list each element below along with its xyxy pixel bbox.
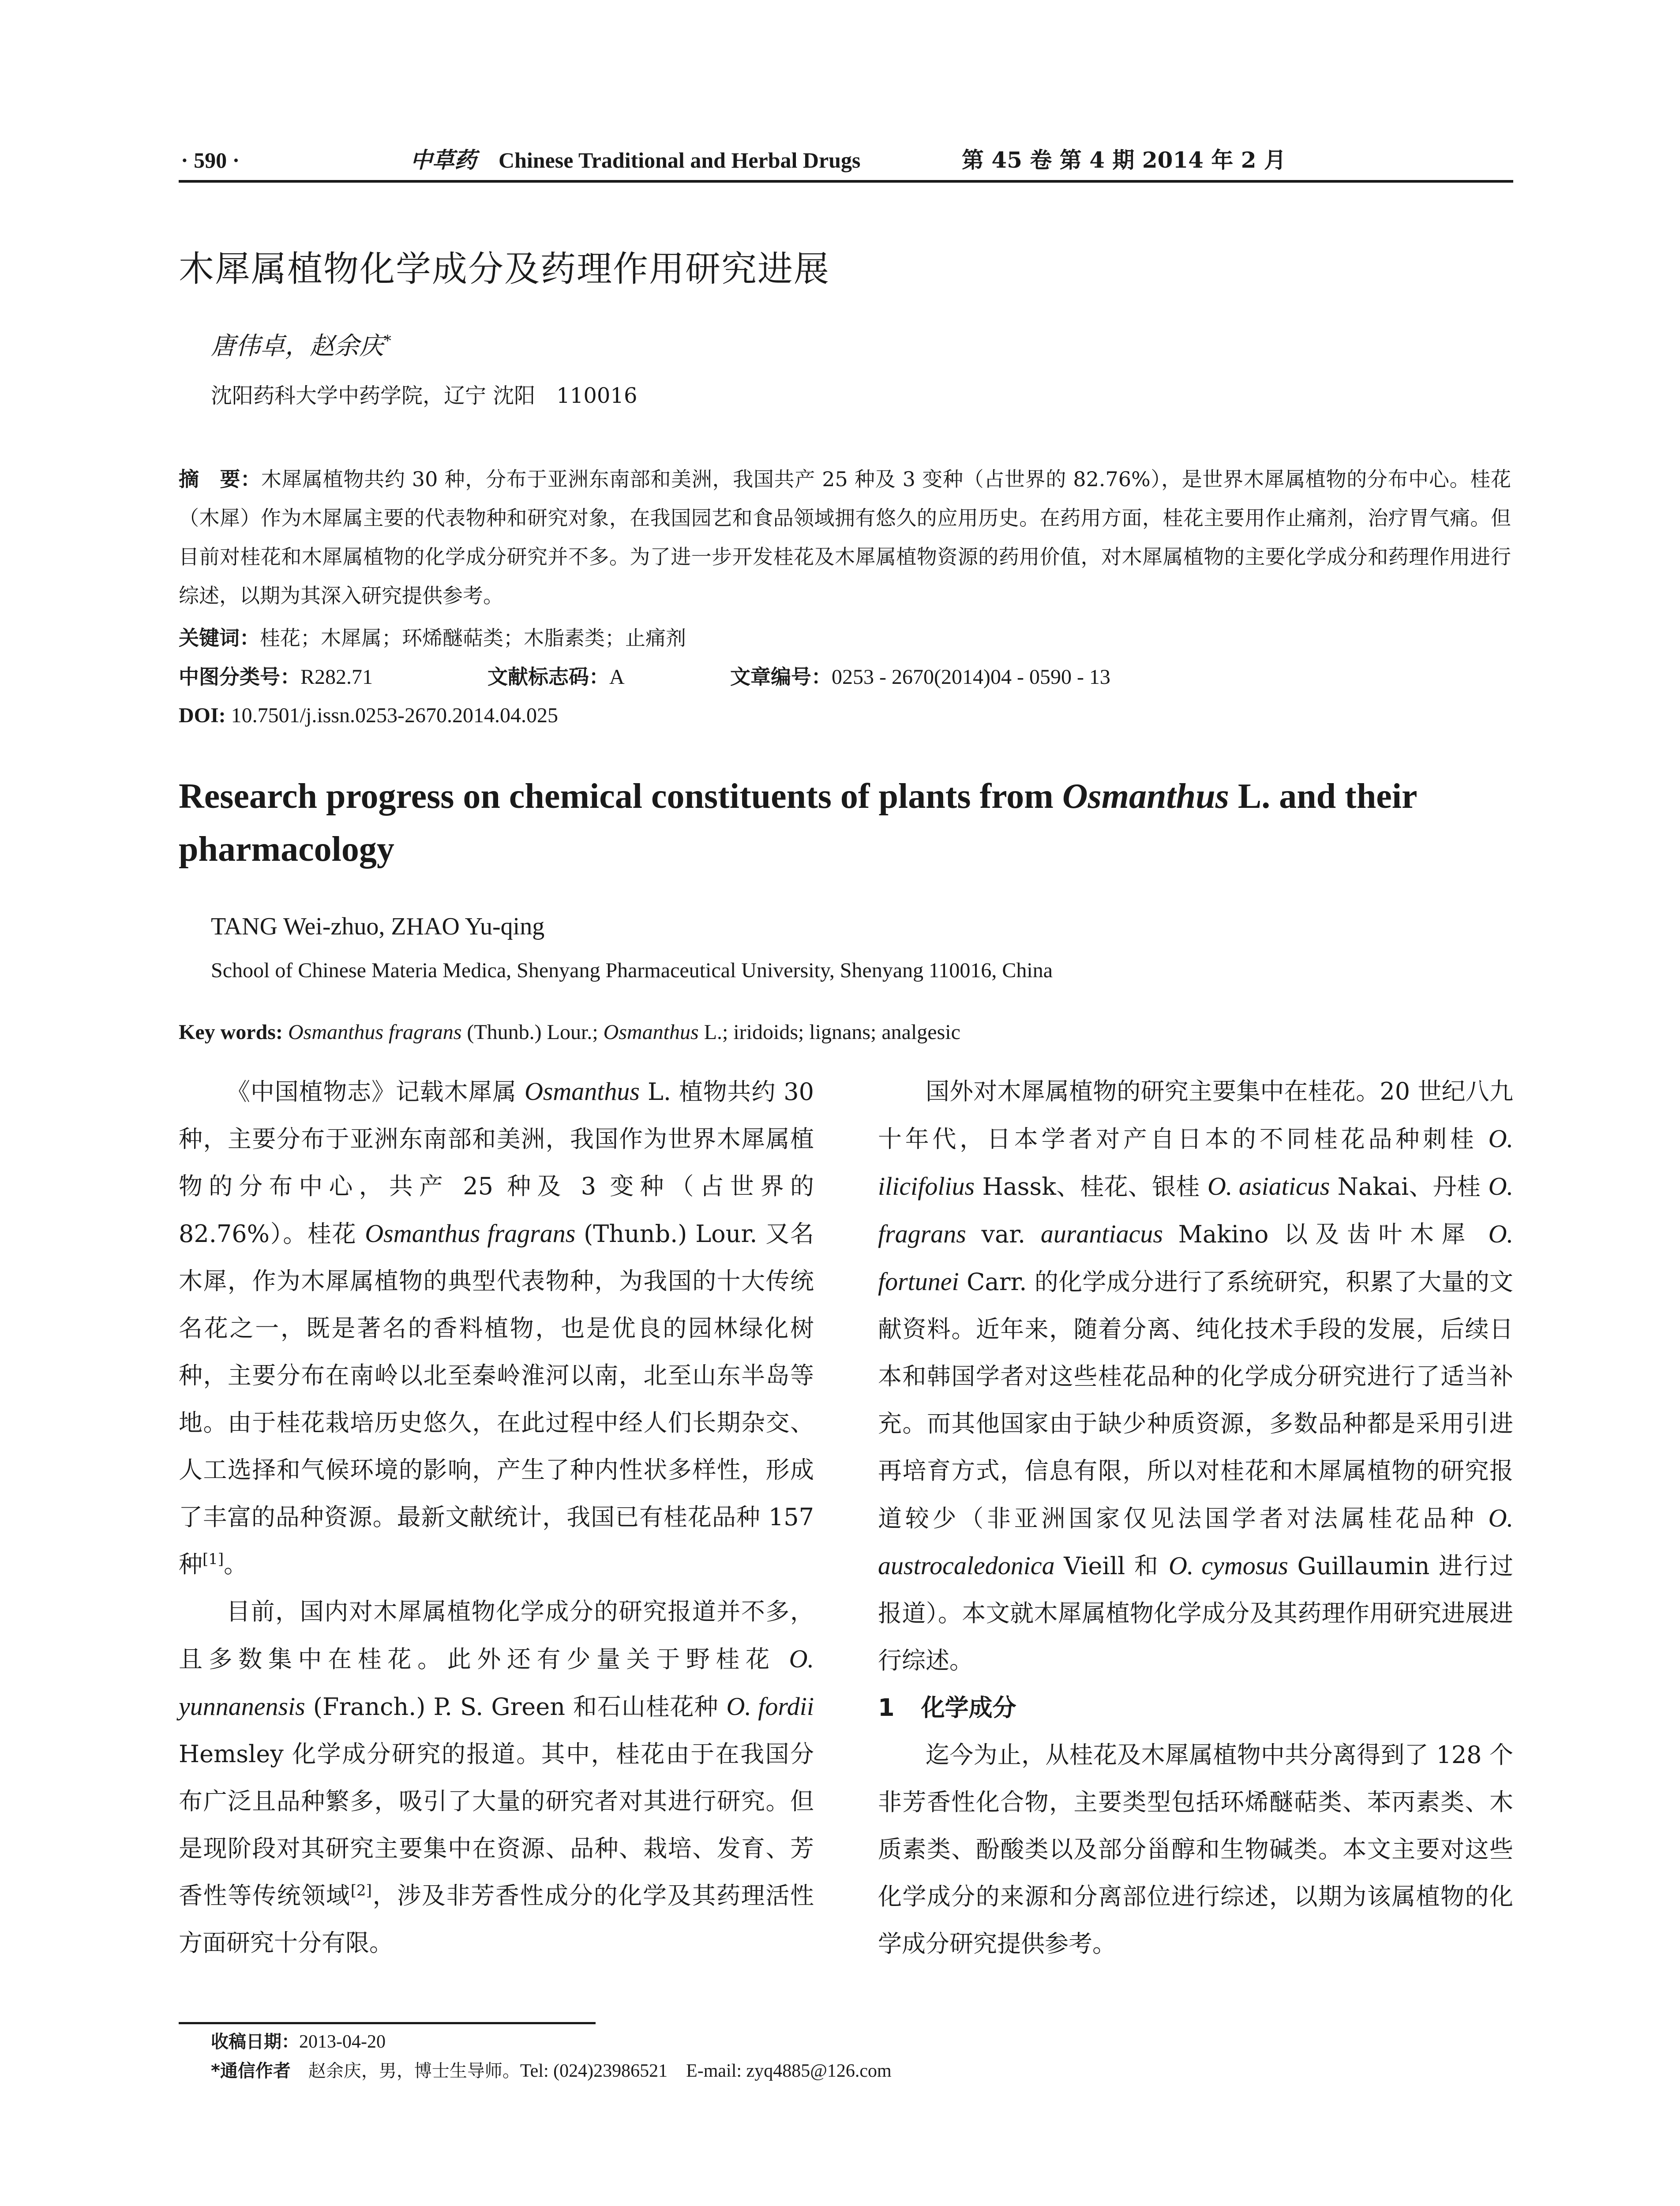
doc-code-label: 文献标志码：	[488, 665, 609, 689]
authors-cn	[211, 329, 391, 364]
footnote-corresponding	[211, 2056, 892, 2086]
section-title: 化学成分	[921, 1694, 1016, 1722]
affiliation-cn: 沈阳药科大学中药学院，辽宁 沈阳 110016	[211, 383, 638, 408]
clc-label: 中图分类号：	[179, 665, 300, 689]
received-date: 2013-04-20	[299, 2032, 386, 2052]
abstract-cn	[179, 460, 1511, 615]
page-number: · 590 ·	[181, 148, 240, 173]
corresponding-text: 赵余庆，男，博士生导师。	[308, 2061, 520, 2081]
footnote-received	[211, 2027, 386, 2056]
body-paragraph-4: 迄今为止，从桂花及木犀属植物中共分离得到了 128 个非芳香性化合物，主要类型包括环烯醚萜类、苯丙素类、木质素类、酚酸类以及部分甾醇和生物碱类。本文主要对这些化学成分的来源和分离部位进行综述，以期为该属植物的化学成分研究提供参考。	[878, 1741, 1513, 1958]
doi-label: DOI:	[179, 704, 226, 727]
title-en-genus: Osmanthus	[1062, 777, 1229, 816]
keywords-cn-text: 桂花；木犀属；环烯醚萜类；木脂素类；止痛剂	[260, 626, 686, 650]
article-no-value: 0253 - 2670(2014)04 - 0590 - 13	[832, 665, 1110, 689]
journal-issue: 第 45 卷 第 4 期 2014 年 2 月	[962, 147, 1286, 173]
keywords-en: Key words: Osmanthus fragrans (Thunb.) Lour.; Osmanthus L.; iridoids; lignans; analgesic	[179, 1020, 960, 1044]
citation-1: [1]	[202, 1550, 224, 1568]
clc-value: R282.71	[300, 665, 373, 689]
contact-info: Tel: (024)23986521 E-mail: zyq4885@126.com	[520, 2061, 892, 2081]
footnote-rule	[179, 2022, 596, 2024]
classification-line	[179, 657, 1511, 696]
body-paragraph-3: 国外对木犀属植物的研究主要集中在桂花。20 世纪八九十年代，日本学者对产自日本的不同桂花品种刺桂 O. ilicifolius Hassk、桂花、银桂 O. asiaticus Nakai、丹桂 O. fragrans var. aurantiacus Makino 以及齿叶木犀 O. fortunei Carr. 的化学成分进行了系统研究，积累了大量的文献资料。近年来，随着分离、纯化技术手段的发展，后续日本和韩国学者对这些桂花品种的化学成分研究进行了适当补充。而其他国家由于缺少种质资源，多数品种都是采用引进再培育方式，信息有限，所以对桂花和木犀属植物的研究报道较少（非亚洲国家仅见法国学者对法属桂花品种 O. austrocaledonica Vieill 和 O. cymosus Guillaumin 进行过报道）。本文就木犀属植物化学成分及其药理作用研究进展进行综述。	[878, 1077, 1513, 1674]
section-number: 1	[878, 1694, 895, 1722]
abstract-label: 摘 要：	[179, 467, 261, 491]
journal-name-cn: 中草药	[410, 147, 476, 173]
clc-code	[179, 657, 373, 697]
article-no-label: 文章编号：	[730, 665, 832, 689]
doi-value: 10.7501/j.issn.0253-2670.2014.04.025	[231, 704, 559, 727]
title-cn: 木犀属植物化学成分及药理作用研究进展	[179, 248, 830, 289]
body-column-left	[179, 1068, 814, 1966]
document-code	[488, 657, 625, 697]
corresponding-mark: *	[384, 332, 391, 350]
running-header	[181, 140, 1513, 180]
keywords-en-label: Key words:	[179, 1020, 283, 1044]
article-number	[730, 657, 1110, 697]
body-column-right	[878, 1068, 1513, 1967]
doi-line	[179, 696, 558, 735]
keywords-cn	[179, 619, 686, 657]
journal-name-en: Chinese Traditional and Herbal Drugs	[499, 148, 861, 173]
authors-cn-names: 唐伟卓，赵余庆	[211, 332, 384, 360]
doc-code-value: A	[609, 665, 625, 689]
title-en: Research progress on chemical constituents of plants from Osmanthus L. and their pharmacology	[179, 777, 1417, 869]
abstract-text: 木犀属植物共约 30 种，分布于亚洲东南部和美洲，我国共产 25 种及 3 变种（占世界的 82.76%），是世界木犀属植物的分布中心。桂花（木犀）作为木犀属主要的代表物种和研究对象，在我国园艺和食品领域拥有悠久的应用历史。在药用方面，桂花主要用作止痛剂，治疗胃气痛。但目前对桂花和木犀属植物的化学成分研究并不多。为了进一步开发桂花及木犀属植物资源的药用价值，对木犀属植物的主要化学成分和药理作用进行综述，以期为其深入研究提供参考。	[179, 467, 1511, 608]
received-label: 收稿日期：	[211, 2032, 299, 2052]
body-paragraph-2: 目前，国内对木犀属植物化学成分的研究报道并不多，且多数集中在桂花。此外还有少量关于野桂花 O. yunnanensis (Franch.) P. S. Green 和石山桂花种 O. fordii Hemsley 化学成分研究的报道。其中，桂花由于在我国分布广泛且品种繁多，吸引了大量的研究者对其进行研究。但是现阶段对其研究主要集中在资源、品种、栽培、发育、芳香性等传统领域[2]，涉及非芳香性成分的化学及其药理活性方面研究十分有限。	[179, 1598, 814, 1957]
citation-2: [2]	[350, 1882, 372, 1899]
body-paragraph-1: 《中国植物志》记载木犀属 Osmanthus L. 植物共约 30 种，主要分布于亚洲东南部和美洲，我国作为世界木犀属植物的分布中心，共产 25 种及 3 变种（占世界的 82.76%）。桂花 Osmanthus fragrans (Thunb.) Lour. 又名木犀，作为木犀属植物的典型代表物种，为我国的十大传统名花之一，既是著名的香料植物，也是优良的园林绿化树种，主要分布在南岭以北至秦岭淮河以南，北至山东半岛等地。由于桂花栽培历史悠久，在此过程中经人们长期杂交、人工选择和气候环境的影响，产生了种内性状多样性，形成了丰富的品种资源。最新文献统计，我国已有桂花品种 157 种[1]。	[179, 1077, 814, 1578]
keywords-cn-label: 关键词：	[179, 626, 260, 650]
section-heading-1	[878, 1684, 1513, 1731]
authors-en: TANG Wei-zhuo, ZHAO Yu-qing	[211, 913, 545, 940]
header-rule	[179, 180, 1513, 183]
corresponding-label: *通信作者	[211, 2061, 291, 2081]
affiliation-en: School of Chinese Materia Medica, Shenyang Pharmaceutical University, Shenyang 110016, China	[211, 959, 1053, 982]
